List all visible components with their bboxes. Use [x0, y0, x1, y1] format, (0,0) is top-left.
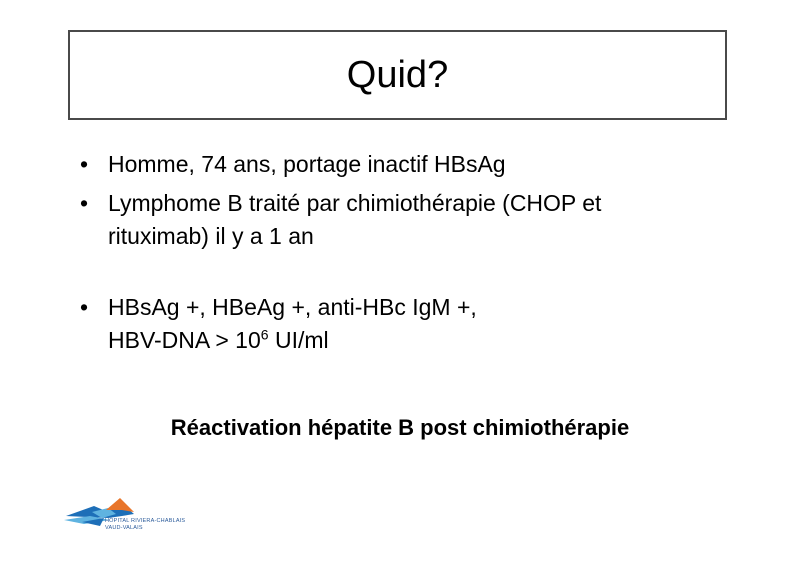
bullet-dot-icon: •: [80, 151, 89, 177]
bullet-list: [78, 148, 718, 363]
slide-title: Quid?: [346, 54, 449, 96]
bullet-text-with-exponent: [108, 324, 718, 357]
bullet-item: [78, 291, 718, 357]
bullet-text: Homme, 74 ans, portage inactif HBsAg: [108, 151, 506, 177]
conclusion-text: Réactivation hépatite B post chimiothérapie: [170, 415, 630, 440]
title-box: [68, 30, 727, 120]
bullet-item: [78, 148, 718, 181]
bullet-dot-icon: •: [80, 190, 89, 216]
hbv-dna-suffix: UI/ml: [268, 327, 329, 353]
bullet-text: Lymphome B traité par chimiothérapie (CHOP et: [108, 190, 602, 216]
logo-text: VAUD-VALAIS: [105, 525, 143, 531]
hbv-dna-prefix: HBV-DNA > 10: [108, 327, 261, 353]
bullet-dot-icon: •: [80, 294, 89, 320]
hospital-logo: [62, 494, 186, 534]
bullet-text: HBsAg +, HBeAg +, anti-HBc IgM +,: [108, 294, 477, 320]
logo-text: HÔPITAL RIVIERA-CHABLAIS: [105, 518, 186, 524]
bullet-text: rituximab) il y a 1 an: [108, 223, 314, 249]
bullet-item: [78, 187, 718, 253]
hbv-dna-exponent: 6: [260, 326, 269, 343]
